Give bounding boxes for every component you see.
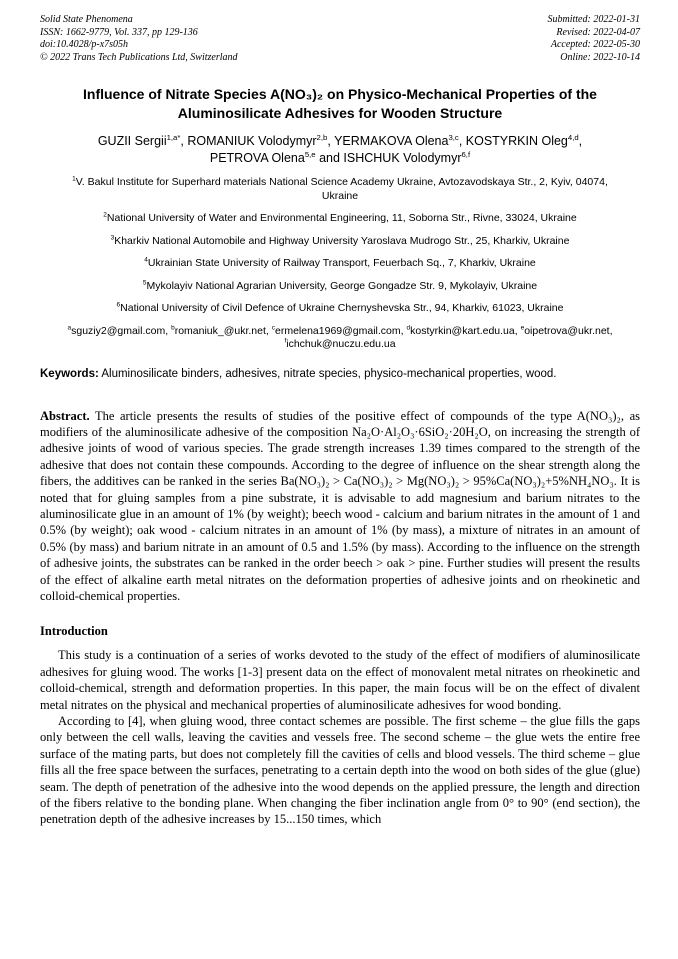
- author-superscript: 5,e: [304, 149, 316, 159]
- journal-meta-left: [40, 14, 238, 64]
- author-name: ISHCHUK Volodymyr: [343, 151, 462, 165]
- email-item: [171, 325, 272, 337]
- author-name: GUZII Sergii: [97, 134, 167, 148]
- affiliation-superscript: 6: [116, 301, 121, 309]
- affiliation-line: [64, 235, 616, 249]
- journal-issn-line: ISSN: 1662-9779, Vol. 337, pp 129-136: [40, 26, 198, 38]
- abstract-label: Abstract.: [40, 408, 90, 423]
- author-separator: ,: [578, 134, 583, 148]
- authors-line: [80, 133, 600, 167]
- emails-line: [64, 325, 616, 352]
- email-address: romaniuk_@ukr.net,: [174, 324, 272, 337]
- author-superscript: 1,a*: [166, 132, 181, 142]
- author-name: YERMAKOVA Olena: [334, 134, 449, 148]
- affiliation-superscript: 5: [142, 279, 147, 286]
- author-name: PETROVA Olena: [209, 151, 305, 165]
- affiliation-superscript: 2: [103, 211, 107, 219]
- email-address: kostyrkin@kart.edu.ua,: [410, 324, 521, 337]
- author: [343, 151, 470, 165]
- email-item: [284, 338, 395, 350]
- email-address: sguziy2@gmail.com,: [71, 324, 172, 337]
- author-name: KOSTYRKIN Oleg: [465, 134, 568, 148]
- email-superscript: f: [284, 337, 287, 345]
- intro-paragraph-2: According to [4], when gluing wood, three contact schemes are possible. The first scheme – the glue fills the gaps only between the cell walls, leaving the cavities and vessels free. The second scheme – the glue wets the entire free surface of the mating parts, but does not completely fill the cavities of cells and blood vessels. The third scheme – glue fills all the free space between the surfaces, penetrating to a certain depth into the wood on both sides of the glue (glue) seam. The depth of penetration of the adhesive into the wood depends on the applied pressure, the length and direction of the fibers relative to the bonding plane. When changing the fiber inclination angle from 0° to 90° (end section), the penetration depth of the adhesive increases by 15...150 times, which: [40, 714, 640, 827]
- online-date: Online: 2022-10-14: [560, 51, 640, 63]
- submitted-date: Submitted: 2022-01-31: [547, 14, 640, 25]
- email-superscript: a: [67, 324, 72, 331]
- email-address: oipetrova@ukr.net,: [524, 324, 613, 337]
- abstract-paragraph: [40, 408, 640, 605]
- author: [210, 151, 344, 165]
- affiliation-superscript: 4: [144, 256, 148, 264]
- journal-doi-line: doi:10.4028/p-x7s05h: [40, 39, 129, 50]
- affiliation-text: Ukrainian State University of Railway Transport, Feuerbach Sq., 7, Kharkiv, Ukraine: [147, 257, 536, 269]
- journal-meta-right: [548, 14, 641, 64]
- author-separator: ,: [458, 134, 466, 148]
- revised-date: Revised: 2022-04-07: [556, 26, 640, 38]
- keywords-line: [40, 367, 640, 382]
- author: [466, 134, 582, 148]
- author-superscript: 4,d: [567, 132, 579, 142]
- author-superscript: 3,c: [448, 132, 459, 142]
- journal-name: Solid State Phenomena: [40, 14, 133, 25]
- affiliation-text: National University of Civil Defence of Ukraine Chernyshevska Str., 94, Kharkiv, 61023, Ukraine: [120, 302, 564, 314]
- email-address: ichchuk@nuczu.edu.ua: [286, 338, 396, 350]
- email-superscript: e: [520, 324, 525, 331]
- author-superscript: 6,f: [461, 149, 471, 159]
- journal-header: [40, 14, 640, 64]
- author: [334, 134, 466, 148]
- affiliation-line: [64, 257, 616, 271]
- affiliation-line: [64, 280, 616, 294]
- author-name: ROMANIUK Volodymyr: [187, 134, 317, 148]
- affiliation-text: V. Bakul Institute for Superhard materials National Science Academy Ukraine, Avtozavodskaya Str., 2, Kyiv, 04074, Ukraine: [75, 176, 608, 202]
- intro-paragraph-1: This study is a continuation of a series of works devoted to the study of the effect of modifiers of aluminosilicate adhesives for gluing wood. The works [1-3] present data on the effect of monovalent metal nitrates on rheokinetic and colloid-chemical, strength and deformation properties. In this paper, the main focus will be on the effect of divalent metal nitrates on the physical and mechanical properties of aluminosilicate adhesives for wood bonding.: [40, 648, 640, 712]
- affiliation-text: National University of Water and Environmental Engineering, 11, Soborna Str., Rivne, 33024, Ukraine: [106, 212, 577, 224]
- affiliation-superscript: 3: [110, 234, 115, 241]
- affiliation-text: Kharkiv National Automobile and Highway University Yaroslava Mudrogo Str., 25, Kharkiv, Ukraine: [114, 234, 570, 247]
- accepted-date: Accepted: 2022-05-30: [550, 39, 640, 50]
- email-superscript: d: [406, 324, 411, 331]
- email-superscript: c: [271, 324, 275, 331]
- email-item: [272, 325, 407, 337]
- affiliation-line: [64, 176, 616, 203]
- journal-copyright-line: © 2022 Trans Tech Publications Ltd, Switzerland: [40, 51, 238, 63]
- email-item: [521, 325, 613, 337]
- email-item: [68, 325, 172, 337]
- email-address: ermelena1969@gmail.com,: [275, 324, 407, 337]
- email-superscript: b: [171, 324, 175, 331]
- author-separator: ,: [327, 134, 335, 148]
- affiliation-line: [64, 302, 616, 316]
- affiliation-line: [64, 212, 616, 226]
- email-item: [406, 325, 520, 337]
- affiliation-text: Mykolayiv National Agrarian University, George Gongadze Str. 9, Mykolayiv, Ukraine: [146, 279, 538, 292]
- author-superscript: 2,b: [316, 132, 328, 142]
- author-separator: and: [315, 151, 344, 165]
- author: [98, 134, 188, 148]
- paper-title: Influence of Nitrate Species A(NO₃)₂ on Physico-Mechanical Properties of the Aluminosilicate Adhesives for Wooden Structure: [83, 86, 597, 121]
- section-heading-introduction: Introduction: [40, 624, 108, 639]
- author: [187, 134, 334, 148]
- abstract-text: The article presents the results of studies of the positive effect of compounds of the type A(NO₃)₂, as modifiers of the aluminosilicate adhesive of the composition Na₂O·Al₂O₃·6SiO₂·20H₂O, on increasing the strength of adhesive joints of wood of various species. The grade strength increases 1.39 times compared to the strength of the adhesive that does not contain these compounds. According to the degree of influence on the shear strength along the fibers, the additives can be ranked in the series Ba(NO₃)₂ > Ca(NO₃)₂ > Mg(NO₃)₂ > 95%Ca(NO₃)₂+5%NH₄NO₃. It is noted that for gluing samples from a pine substrate, it is advisable to add magnesium and barium nitrates to the aluminosilicate glue in an amount of 1% (by weight); beech wood - calcium and barium nitrates in the amount of 1 and 0.5% (by weight); oak wood - calcium nitrates in an amount of 1% (by mass), a mixture of nitrates in an amount of 0.5% (by mass) and barium nitrate in an amount of 0.5 and 1.5% (by mass). According to the influence on the strength of adhesive joints, the substrates can be ranked in the order beech > oak > pine. Further studies will present the results of the effect of alkaline earth metal nitrates on the deformation properties of adhesive joints and on rheokinetic and colloid-chemical properties.: [40, 408, 640, 603]
- author-separator: ,: [180, 134, 188, 148]
- keywords-label: Keywords:: [40, 367, 99, 380]
- affiliation-superscript: 1: [72, 175, 76, 183]
- keywords-text: Aluminosilicate binders, adhesives, nitrate species, physico-mechanical properties, wood.: [98, 367, 557, 380]
